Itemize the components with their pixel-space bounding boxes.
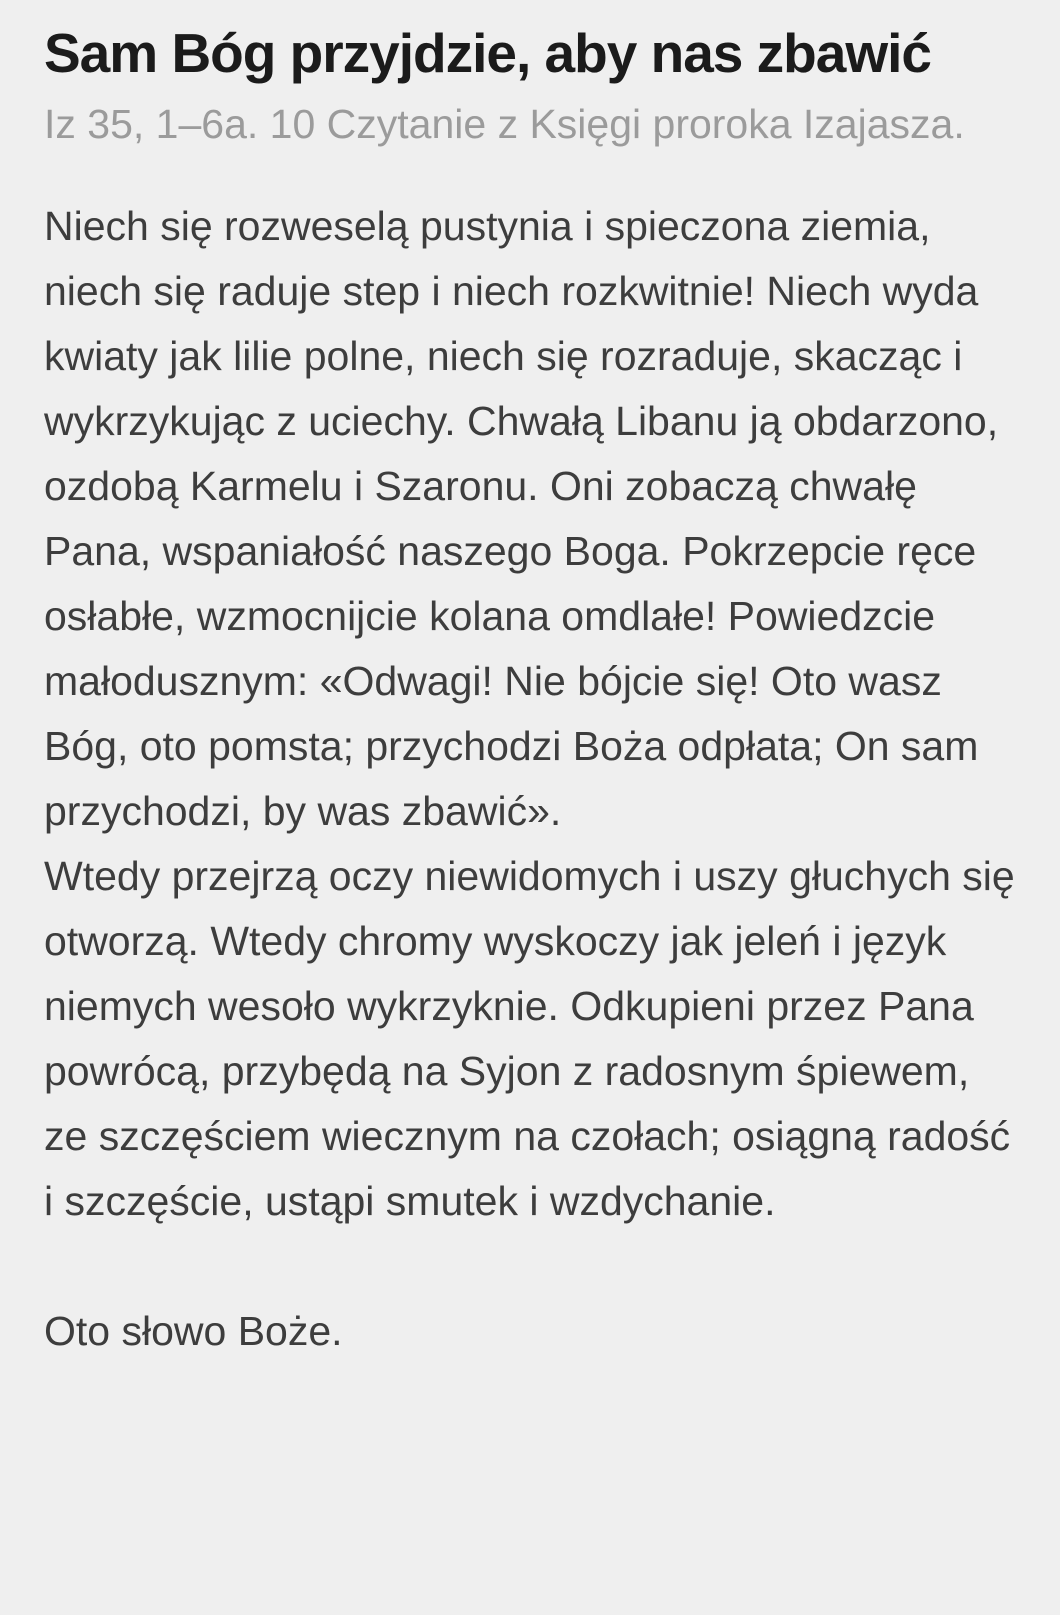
reading-paragraph-1: Niech się rozweselą pustynia i spieczona ziemia, niech się raduje step i niech rozkwitnie! Niech wyda kwiaty jak lilie polne, niech się rozraduje, skacząc i wykrzykując z uciechy. Chwałą Libanu ją obdarzono, ozdobą Karmelu i Szaronu. Oni zobaczą chwałę Pana, wspaniałość naszego Boga. Pokrzepcie ręce osłabłe, wzmocnijcie kolana omdlałe! Powiedzcie małodusznym: «Odwagi! Nie bójcie się! Oto wasz Bóg, oto pomsta; przychodzi Boża odpłata; On sam przychodzi, by was zbawić». [44, 203, 999, 835]
reading-title: Sam Bóg przyjdzie, aby nas zbawić [44, 22, 931, 84]
reading-reference: Iz 35, 1–6a. 10 Czytanie z Księgi proroka Izajasza. [44, 101, 965, 148]
reading-paragraph-2: Wtedy przejrzą oczy niewidomych i uszy głuchych się otworzą. Wtedy chromy wyskoczy jak jeleń i język niemych wesoło wykrzyknie. Odkupieni przez Pana powrócą, przybędą na Syjon z radosnym śpiewem, ze szczęściem wiecznym na czołach; osiągną radość i szczęście, ustąpi smutek i wzdychanie. [44, 853, 1015, 1225]
reading-closing: Oto słowo Boże. [44, 1308, 343, 1355]
reading-body [44, 194, 1016, 1364]
